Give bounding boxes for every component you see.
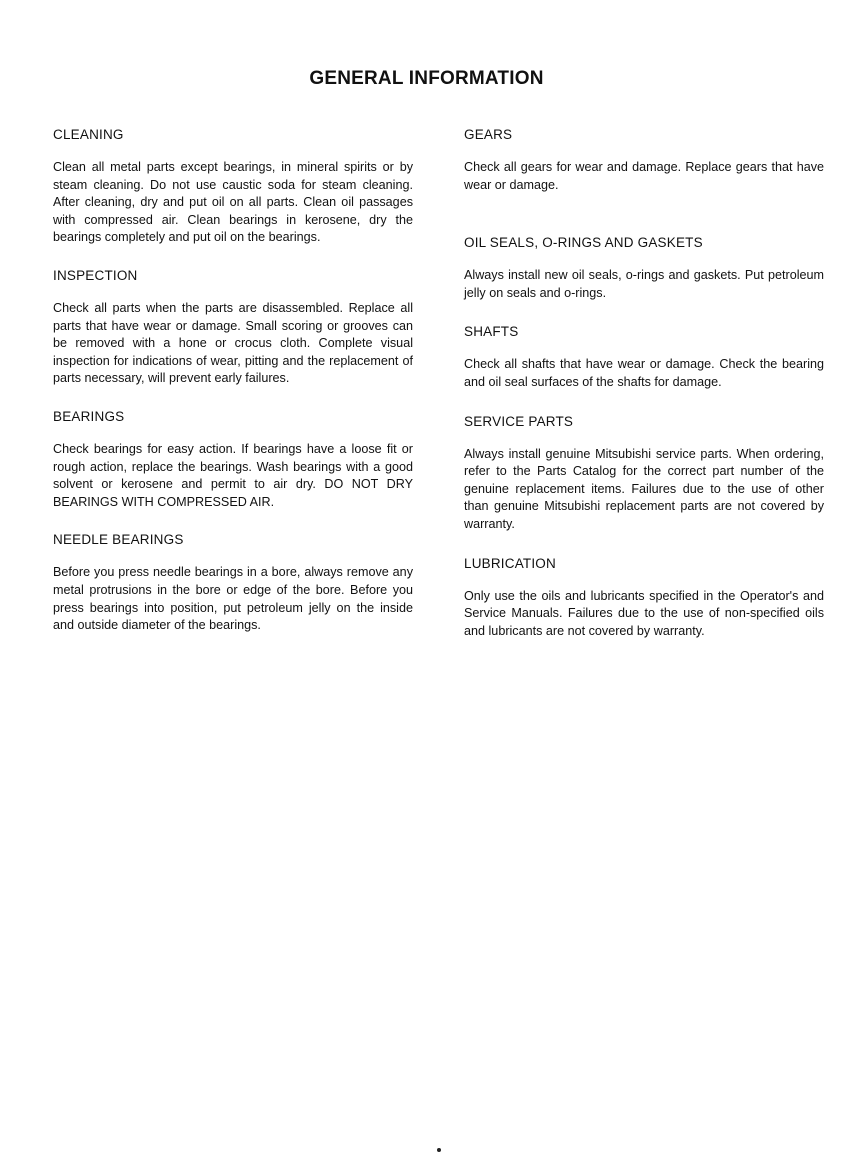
section-heading: SHAFTS [464, 324, 519, 340]
section-body: Only use the oils and lubricants specified in the Operator's and Service Manuals. Failures due to the use of non-specified oils and lubricants are not covered by warranty. [464, 588, 824, 638]
left-column [53, 126, 413, 655]
section-heading: INSPECTION [53, 267, 138, 283]
section-heading: BEARINGS [53, 408, 125, 424]
section-heading: SERVICE PARTS [464, 413, 574, 429]
section-heading: OIL SEALS, O-RINGS AND GASKETS [464, 235, 703, 251]
section-body: Check all parts when the parts are disassembled. Replace all parts that have wear or damage. Small scoring or grooves can be removed with a hone or crocus cloth. Complete visual inspection for indications of wear, pitting and the replacement of parts necessary, will prevent early failures. [53, 300, 413, 386]
section-gears [464, 126, 824, 194]
section-heading: CLEANING [53, 127, 124, 142]
section-needle-bearings [53, 531, 413, 634]
section-body: Before you press needle bearings in a bore, always remove any metal protrusions in the bore or edge of the bore. Before you press bearings into position, put petroleum jelly on the inside and outside diameter of the bearings. [53, 565, 413, 633]
section-inspection [53, 267, 413, 388]
section-body: Clean all metal parts except bearings, in mineral spirits or by steam cleaning. Do not use caustic soda for steam cleaning. After cleaning, dry and put oil on all parts. Clean oil passages with compressed air. Clean bearings in kerosene, dry the bearings completely and put oil on the bearings. [53, 160, 413, 245]
section-cleaning [53, 126, 413, 247]
section-body: Check all shafts that have wear or damage. Check the bearing and oil seal surfaces of the shafts for damage. [464, 357, 824, 389]
section-body: Always install genuine Mitsubishi service parts. When ordering, refer to the Parts Catalog for the correct part number of the genuine replacement items. Failures due to the use of other than genuine Mitsubishi replacement parts are not covered by warranty. [464, 446, 824, 531]
section-service-parts [464, 413, 824, 534]
section-shafts [464, 323, 824, 391]
section-body: Check all gears for wear and damage. Replace gears that have wear or damage. [464, 160, 824, 192]
section-body: Check bearings for easy action. If bearings have a loose fit or rough action, replace the bearings. Wash bearings with a good solvent or kerosene and permit to air dry. DO NOT DRY BEARINGS WITH COMPRESSED AIR. [53, 441, 413, 509]
page-mark [437, 1148, 441, 1152]
page-title: GENERAL INFORMATION [309, 68, 544, 89]
section-heading: LUBRICATION [464, 555, 556, 571]
section-heading: GEARS [464, 127, 513, 142]
section-bearings [53, 408, 413, 511]
right-column [464, 126, 824, 661]
section-heading: NEEDLE BEARINGS [53, 532, 184, 548]
section-oil-seals [464, 234, 824, 302]
section-lubrication [464, 555, 824, 641]
section-body: Always install new oil seals, o-rings and gaskets. Put petroleum jelly on seals and o-rings. [464, 268, 824, 300]
